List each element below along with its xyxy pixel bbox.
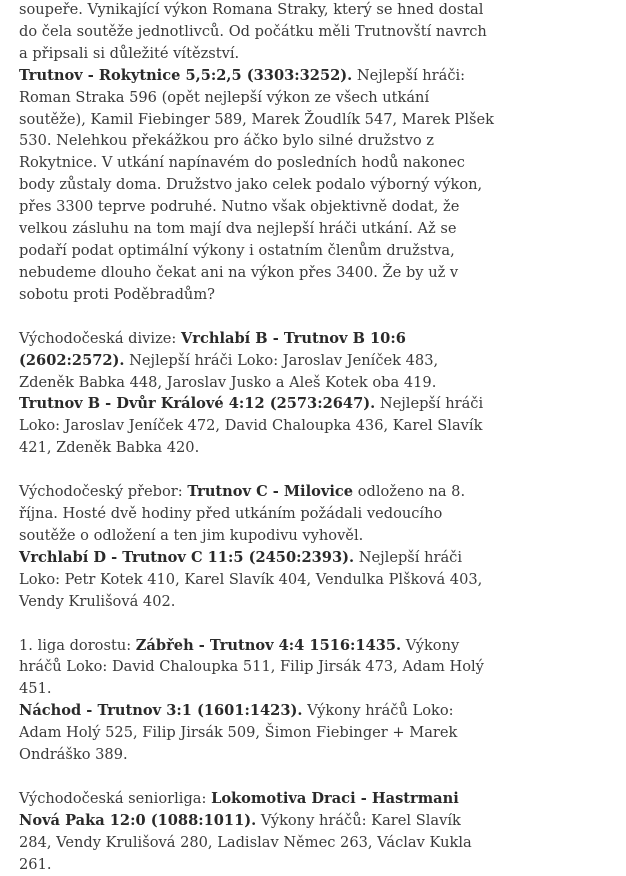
match-result: Vrchlabí B - Trutnov B 10:6 (2602:2572). [19, 329, 406, 369]
paragraph-text: soupeře. Vynikající výkon Romana Straky, který se hned dostal do čela soutěže jednotlivců. Od počátku měli Trutnovští navrch a připsali si důležité vítězství. [19, 1, 487, 62]
article-paragraph [19, 328, 497, 459]
paragraph-text: Nejlepší hráči Loko: Petr Kotek 410, Karel Slavík 404, Vendulka Plšková 403, Vendy Krulišová 402. [19, 548, 483, 610]
match-result: Trutnov C - Milovice [187, 483, 354, 501]
article-paragraph [19, 635, 497, 766]
paragraph-text: Nejlepší hráči Loko: Jaroslav Jeníček 472, David Chaloupka 436, Karel Slavík 421, Zdeněk Babka 420. [19, 395, 484, 457]
paragraph-text: 1. liga dorostu: [19, 636, 136, 654]
paragraph-text: Výkony hráčů Loko: Adam Holý 525, Filip Jirsák 509, Šimon Fiebinger + Marek Ondráško 389. [19, 702, 458, 764]
match-result: Lokomotiva Draci - Hastrmani Nová Paka 12:0 (1088:1011). [19, 790, 459, 829]
match-result: Trutnov - Rokytnice 5,5:2,5 (3303:3252). [19, 66, 353, 84]
paragraph-text: Východočeský přebor: [19, 483, 188, 501]
paragraph-text: Východočeská divize: [19, 329, 181, 347]
article-paragraph [19, 0, 497, 306]
article-body [19, 0, 497, 876]
paragraph-text: Nejlepší hráči Loko: Jaroslav Jeníček 483, Zdeněk Babka 448, Jaroslav Jusko a Aleš Kotek oba 419. [19, 351, 439, 391]
match-result: Vrchlabí D - Trutnov C 11:5 (2450:2393). [19, 548, 355, 566]
match-result: Zábřeh - Trutnov 4:4 1516:1435. [135, 636, 402, 654]
article-paragraph [19, 481, 497, 612]
paragraph-text: Východočeská seniorliga: [19, 790, 212, 807]
match-result: Náchod - Trutnov 3:1 (1601:1423). [19, 702, 303, 720]
article-paragraph [19, 788, 497, 876]
match-result: Trutnov B - Dvůr Králové 4:12 (2573:2647). [19, 395, 376, 413]
paragraph-text: odloženo na 8. října. Hosté dvě hodiny před utkáním požádali vedoucího soutěže o odložení a ten jim kupodivu vyhověl. [19, 483, 466, 544]
paragraph-text: Nejlepší hráči: Roman Straka 596 (opět nejlepší výkon ze všech utkání soutěže), Kamil Fiebinger 589, Marek Žoudlík 547, Marek Plšek 530. Nelehkou překážkou pro áčko bylo silné družstvo z Rokytnice. V utkání napínavém do posledních hodů nakonec body zůstaly doma. Družstvo jako celek podalo výborný výkon, přes 3300 teprve podruhé. Nutno však objektivně dodat, že velkou zásluhu na tom mají dva nejlepší hráči utkání. Až se podaří podat optimální výkony i ostatním členům družstva, nebudeme dlouho čekat ani na výkon přes 3400. Že by už v sobotu proti Poděbradům? [19, 66, 495, 303]
paragraph-text: Výkony hráčů Loko: David Chaloupka 511, Filip Jirsák 473, Adam Holý 451. [19, 636, 484, 698]
paragraph-text: Výkony hráčů: Karel Slavík 284, Vendy Krulišová 280, Ladislav Němec 263, Václav Kukla 261. [19, 811, 472, 873]
